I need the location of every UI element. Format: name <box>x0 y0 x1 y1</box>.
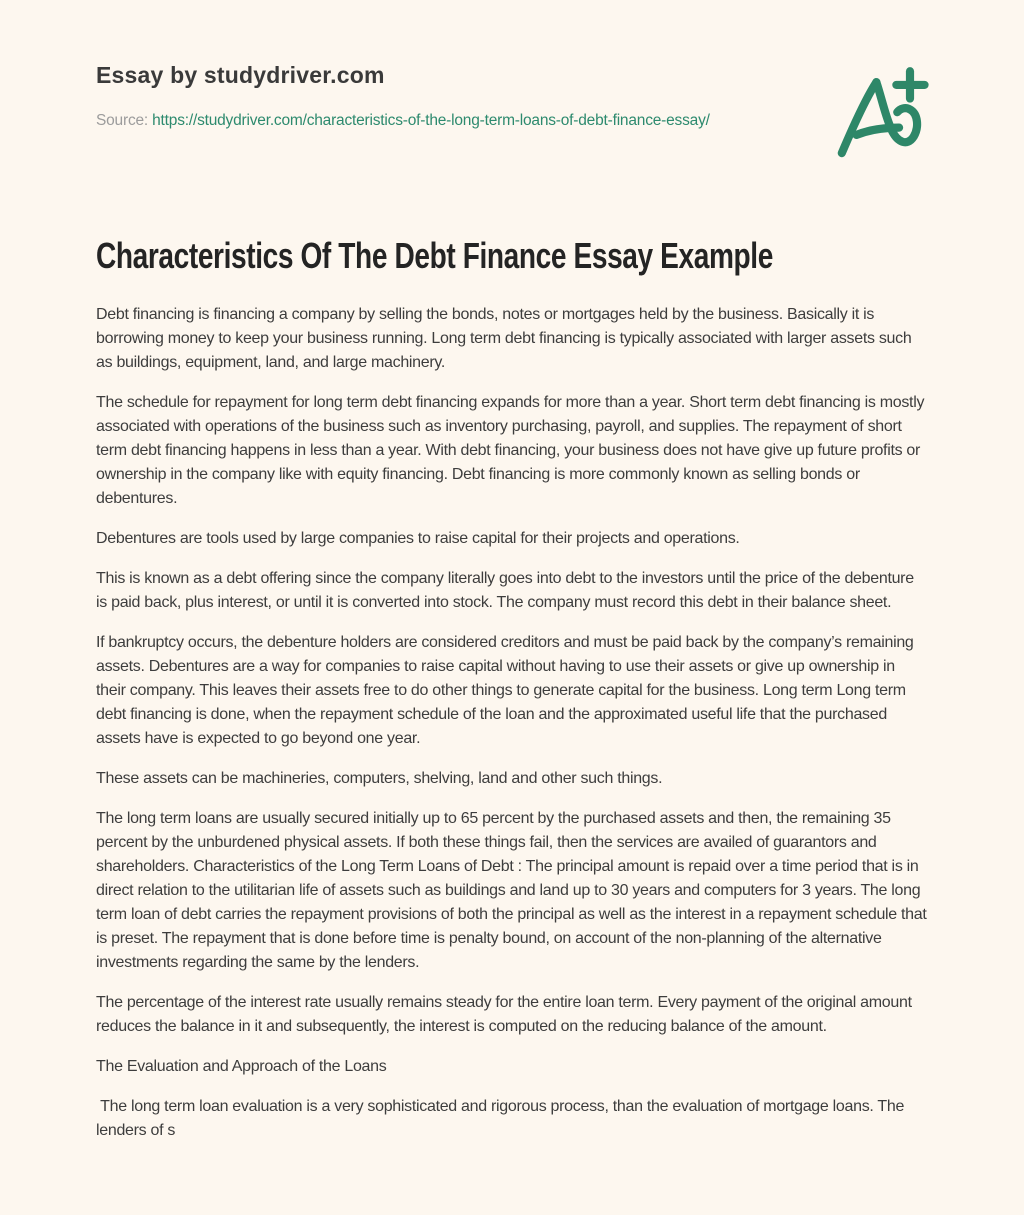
a-plus-logo-icon <box>828 64 932 164</box>
site-header-title: Essay by studydriver.com <box>96 62 385 88</box>
essay-paragraph: The long term loan evaluation is a very sophisticated and rigorous process, than the evaluation of mortgage loans. The lenders of s <box>96 1098 909 1139</box>
essay-paragraph: The schedule for repayment for long term debt financing expands for more than a year. Short term debt financing is mostly associated with operations of the business such as inventory purchasing, payroll, and supplies. The repayment of short term debt financing happens in less than a year. With debt financing, your business does not have give up future profits or ownership in the company like with equity financing. Debt financing is more commonly known as selling bonds or debentures. <box>96 394 929 507</box>
studydriver-logo <box>828 64 932 164</box>
essay-paragraph: The long term loans are usually secured initially up to 65 percent by the purchased assets and then, the remaining 35 percent by the unburdened physical assets. If both these things fail, then the services are availed of guarantors and shareholders. Characteristics of the Long Term Loans of Debt : The principal amount is repaid over a time period that is in direct relation to the utilitarian life of assets such as buildings and land up to 30 years and computers for 3 years. The long term loan of debt carries the repayment provisions of both the principal as well as the interest in a repayment schedule that is preset. The repayment that is done before time is penalty bound, on account of the non-planning of the alternative investments regarding the same by the lenders. <box>96 810 931 971</box>
source-line <box>96 109 756 133</box>
essay-body <box>96 303 931 1143</box>
essay-paragraph: Debentures are tools used by large companies to raise capital for their projects and operations. <box>96 530 740 547</box>
essay-paragraph: The Evaluation and Approach of the Loans <box>96 1058 387 1075</box>
essay-paragraph: If bankruptcy occurs, the debenture holders are considered creditors and must be paid back by the company’s remaining assets. Debentures are a way for companies to raise capital without having to use their assets or give up ownership in their company. This leaves their assets free to do other things to generate capital for the business. Long term Long term debt financing is done, when the repayment schedule of the loan and the approximated useful life that the purchased assets have is expected to go beyond one year. <box>96 634 918 747</box>
source-label: Source: <box>96 112 149 129</box>
essay-paragraph: Debt financing is financing a company by selling the bonds, notes or mortgages held by the business. Basically it is borrowing money to keep your business running. Long term debt financing is typically associated with larger assets such as buildings, equipment, land, and large machinery. <box>96 306 916 371</box>
source-link[interactable]: https://studydriver.com/characteristics-of-the-long-term-loans-of-debt-finance-essay/ <box>152 112 710 129</box>
page-header <box>96 62 928 133</box>
essay-paragraph: This is known as a debt offering since the company literally goes into debt to the investors until the price of the debenture is paid back, plus interest, or until it is converted into stock. The company must record this debt in their balance sheet. <box>96 570 918 611</box>
essay-paragraph: The percentage of the interest rate usually remains steady for the entire loan term. Every payment of the original amount reduces the balance in it and subsequently, the interest is computed on the reducing balance of the amount. <box>96 994 916 1035</box>
essay-content <box>96 235 931 1143</box>
essay-paragraph: These assets can be machineries, computers, shelving, land and other such things. <box>96 770 663 787</box>
essay-title: Characteristics Of The Debt Finance Essay Example <box>96 235 773 276</box>
